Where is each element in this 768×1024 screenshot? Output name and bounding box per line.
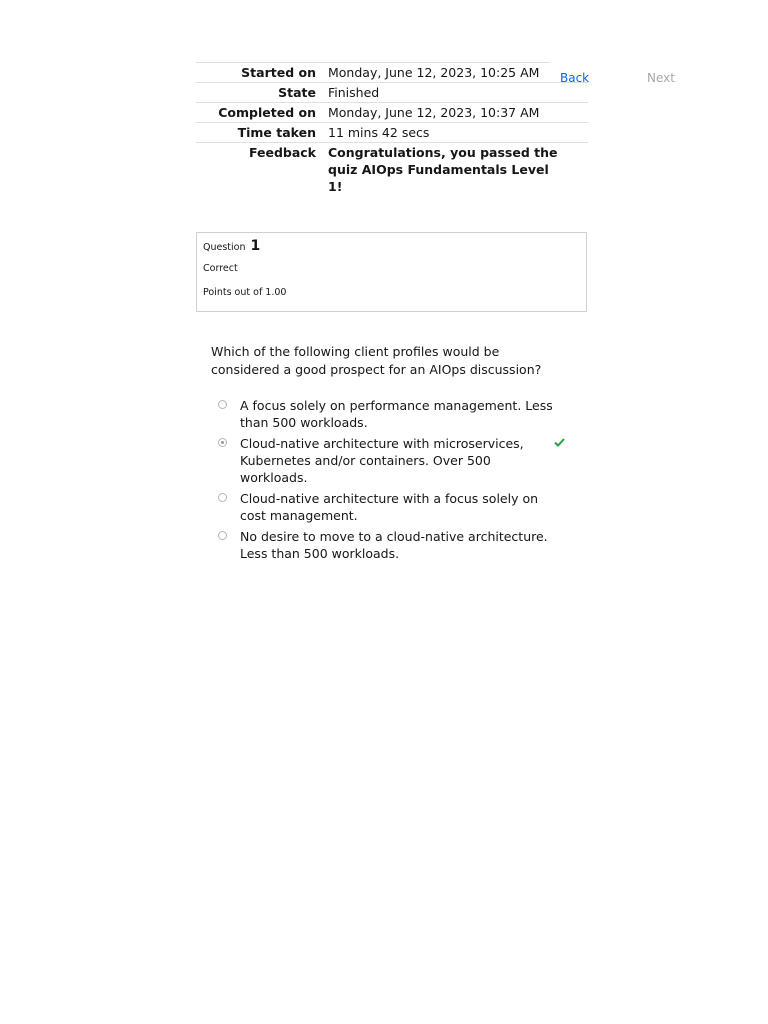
answer-option[interactable]	[216, 397, 576, 431]
next-link-disabled: Next	[647, 71, 675, 85]
question-state: Correct	[203, 263, 238, 274]
summary-label: Completed on	[218, 105, 316, 120]
summary-row-feedback	[196, 142, 588, 196]
summary-label: Time taken	[237, 125, 316, 140]
question-grade: Points out of 1.00	[203, 287, 287, 298]
answer-option[interactable]	[216, 435, 576, 486]
summary-value: Monday, June 12, 2023, 10:25 AM	[328, 65, 540, 80]
summary-label: State	[278, 85, 316, 100]
summary-value: Finished	[328, 85, 380, 100]
summary-row-time-taken	[196, 122, 588, 142]
answer-option[interactable]	[216, 490, 576, 524]
attempt-summary-table	[196, 62, 588, 196]
answer-list	[216, 397, 576, 566]
summary-value: Monday, June 12, 2023, 10:37 AM	[328, 105, 540, 120]
radio-button[interactable]	[218, 531, 227, 540]
answer-text: No desire to move to a cloud-native architecture. Less than 500 workloads.	[240, 529, 548, 561]
summary-label: Started on	[241, 65, 316, 80]
radio-button-selected[interactable]	[218, 438, 227, 447]
question-info-box	[196, 232, 587, 312]
question-prefix: Question	[203, 242, 246, 253]
question-number: 1	[250, 238, 261, 254]
summary-value: 11 mins 42 secs	[328, 125, 430, 140]
answer-option[interactable]	[216, 528, 576, 562]
back-link[interactable]: Back	[560, 71, 590, 85]
summary-row-state	[196, 82, 588, 102]
checkmark-icon	[554, 435, 565, 452]
answer-text: Cloud-native architecture with microservices, Kubernetes and/or containers. Over 500 workloads.	[240, 436, 524, 485]
checkmark-icon-svg	[554, 438, 565, 447]
question-text: Which of the following client profiles would be considered a good prospect for an AIOps discussion?	[211, 344, 542, 377]
answer-text: Cloud-native architecture with a focus solely on cost management.	[240, 491, 539, 523]
summary-row-completed-on	[196, 102, 588, 122]
radio-button[interactable]	[218, 400, 227, 409]
summary-label: Feedback	[248, 145, 316, 160]
radio-button[interactable]	[218, 493, 227, 502]
feedback-message: Congratulations, you passed the quiz AIOps Fundamentals Level 1!	[328, 145, 558, 194]
answer-text: A focus solely on performance management. Less than 500 workloads.	[240, 398, 553, 430]
question-number-line	[203, 238, 580, 254]
summary-row-started-on	[196, 62, 550, 82]
